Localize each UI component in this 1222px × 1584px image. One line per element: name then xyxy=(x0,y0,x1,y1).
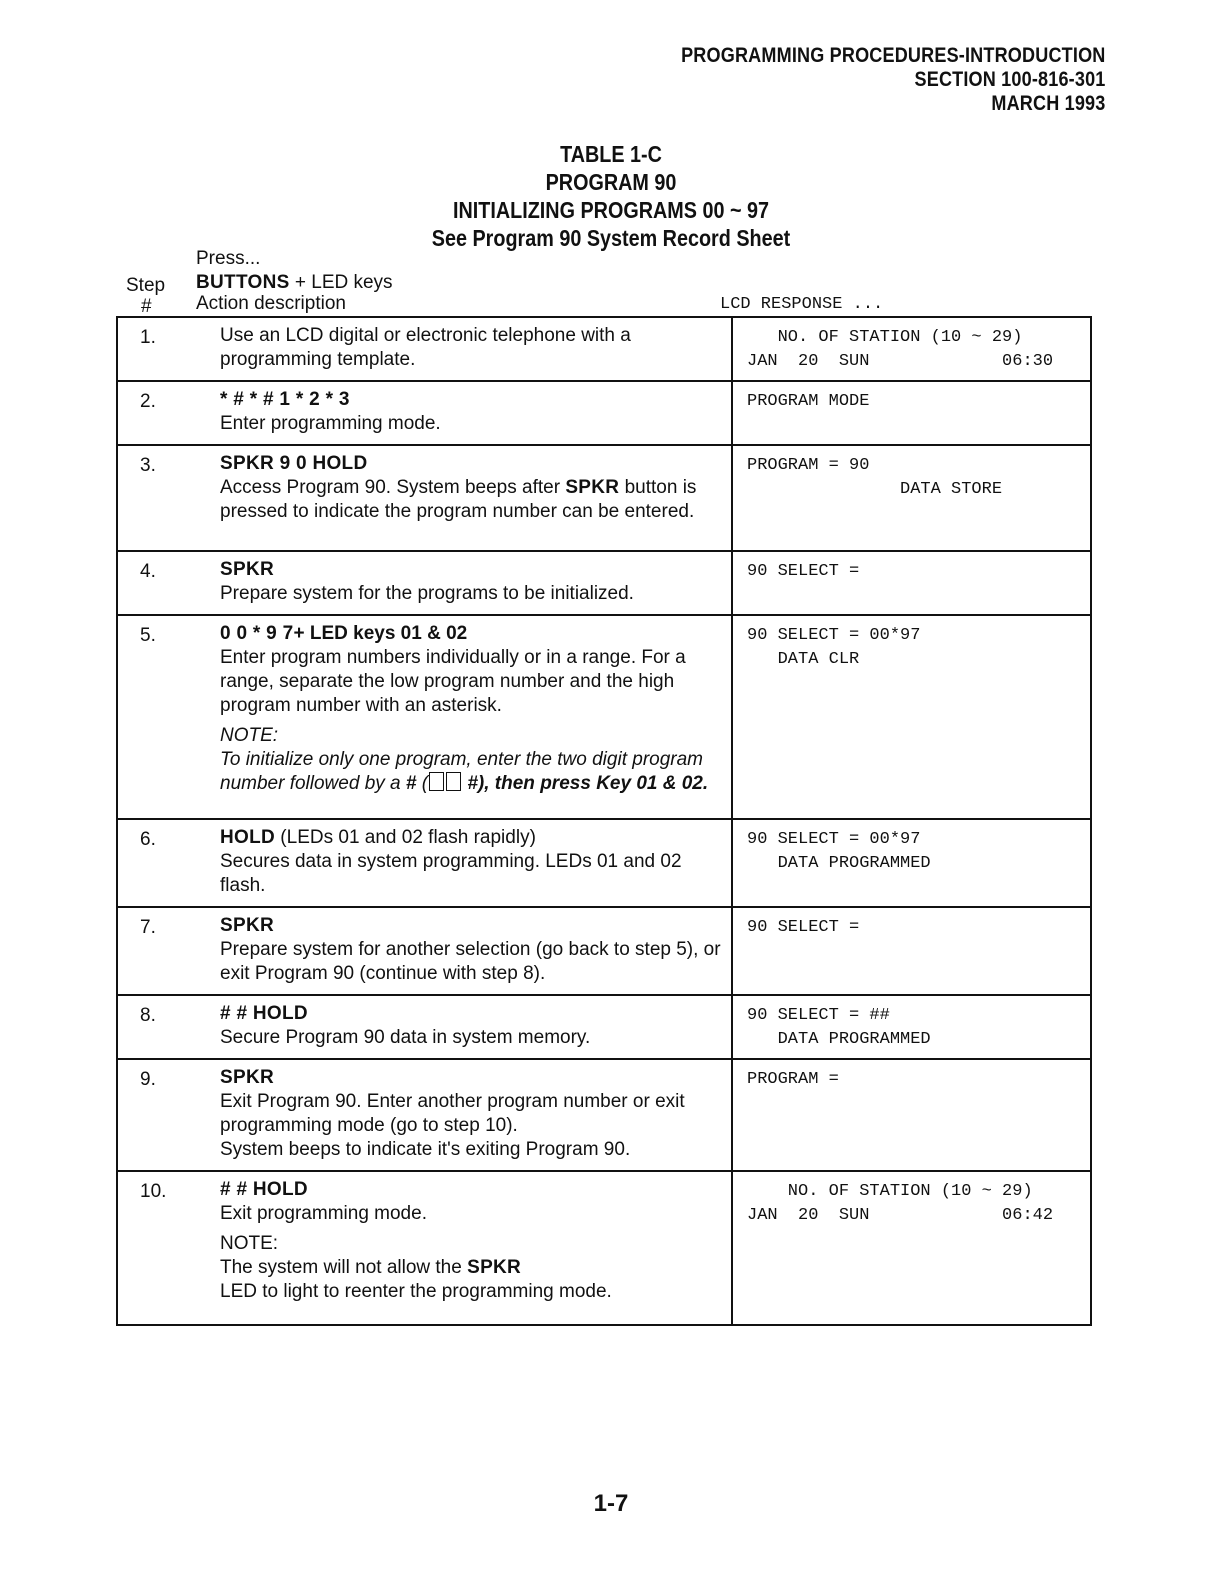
step-hash-label: # xyxy=(141,296,152,317)
table-number: TABLE 1-C xyxy=(560,141,662,167)
note-part: #), then press xyxy=(462,773,597,794)
step-number: 4. xyxy=(117,551,218,615)
note-text xyxy=(220,1256,731,1280)
step-action xyxy=(218,1171,732,1325)
step-description: Secures data in system programming. LEDs 01 and 02 flash. xyxy=(220,851,682,896)
table-row xyxy=(117,615,1091,819)
header-date: MARCH 1993 xyxy=(990,92,1105,115)
step-number: 6. xyxy=(117,819,218,907)
step-description: Exit programming mode. xyxy=(220,1203,427,1224)
lcd-response: 90 SELECT = ## DATA PROGRAMMED xyxy=(732,995,1091,1059)
table-row xyxy=(117,317,1091,381)
step-keys: SPKR 9 0 HOLD xyxy=(220,453,368,474)
table-row xyxy=(117,1171,1091,1325)
step-number: 1. xyxy=(117,317,218,381)
step-keys: SPKR xyxy=(220,915,274,936)
table-row xyxy=(117,995,1091,1059)
press-label: Press... xyxy=(196,248,261,269)
lcd-response: NO. OF STATION (10 ~ 29) JAN 20 SUN 06:42 xyxy=(732,1171,1091,1325)
table-row xyxy=(117,1059,1091,1171)
note-key: Key 01 & 02. xyxy=(596,773,709,794)
step-keys-suffix: + LED keys 01 & 02 xyxy=(293,623,468,644)
step-action xyxy=(218,381,732,445)
table-row xyxy=(117,907,1091,995)
table-title xyxy=(0,140,1222,252)
step-label: Step xyxy=(126,275,166,296)
note-part: ( xyxy=(416,773,429,794)
step-action xyxy=(218,819,732,907)
digit-box xyxy=(446,772,461,791)
step-description: Exit Program 90. Enter another program number or exit programming mode (go to step 10). xyxy=(220,1091,685,1136)
step-keys: * # * # 1 * 2 * 3 xyxy=(220,389,350,410)
note-part: To initialize only one program, enter the two digit program number followed by a xyxy=(220,749,703,794)
note-label: NOTE: xyxy=(220,1233,279,1254)
step-keys: HOLD xyxy=(220,827,276,848)
buttons-heading xyxy=(196,272,393,294)
program-name: PROGRAM 90 xyxy=(545,169,677,195)
header-title: PROGRAMMING PROCEDURES-INTRODUCTION xyxy=(680,44,1105,67)
step-action xyxy=(218,551,732,615)
step-description: Use an LCD digital or electronic telephone with a programming template. xyxy=(220,325,631,370)
step-description: Prepare system for the programs to be initialized. xyxy=(220,583,634,604)
step-keys: # # HOLD xyxy=(220,1179,308,1200)
note-label: NOTE: xyxy=(220,725,279,746)
step-action xyxy=(218,317,732,381)
step-action xyxy=(218,615,732,819)
step-number: 10. xyxy=(117,1171,218,1325)
table-row xyxy=(117,445,1091,551)
description-text: Access Program 90. System beeps after xyxy=(220,477,566,498)
note-hash: # xyxy=(405,773,417,794)
description-text: button is pressed to indicate the program number can be entered. xyxy=(220,477,697,522)
step-description xyxy=(220,476,731,524)
table-row xyxy=(117,819,1091,907)
lcd-response: 90 SELECT = xyxy=(732,907,1091,995)
header-section: SECTION 100-816-301 xyxy=(914,68,1105,91)
step-keys-line xyxy=(220,826,731,850)
step-action xyxy=(218,445,732,551)
step-action xyxy=(218,907,732,995)
lcd-response: PROGRAM = 90 DATA STORE xyxy=(732,445,1091,551)
note-text xyxy=(220,748,731,796)
lcd-response-label: LCD RESPONSE ... xyxy=(720,295,884,314)
step-keys-line xyxy=(220,622,731,646)
step-action xyxy=(218,1059,732,1171)
step-action xyxy=(218,995,732,1059)
step-keys: SPKR xyxy=(220,559,274,580)
table-row xyxy=(117,381,1091,445)
step-number: 7. xyxy=(117,907,218,995)
step-number: 8. xyxy=(117,995,218,1059)
step-keys: SPKR xyxy=(220,1067,274,1088)
step-number: 2. xyxy=(117,381,218,445)
step-keys: 0 0 * 9 7 xyxy=(220,623,294,644)
led-keys-label: + LED keys xyxy=(289,272,393,293)
step-number: 5. xyxy=(117,615,218,819)
step-description: Enter programming mode. xyxy=(220,413,441,434)
table-subject: INITIALIZING PROGRAMS 00 ~ 97 xyxy=(453,197,769,223)
lcd-response: PROGRAM MODE xyxy=(732,381,1091,445)
step-keys-suffix: (LEDs 01 and 02 flash rapidly) xyxy=(275,827,536,848)
document-header xyxy=(681,44,1105,116)
action-label: Action description xyxy=(196,293,346,314)
lcd-response: NO. OF STATION (10 ~ 29) JAN 20 SUN 06:30 xyxy=(732,317,1091,381)
lcd-response: 90 SELECT = 00*97 DATA PROGRAMMED xyxy=(732,819,1091,907)
step-number: 9. xyxy=(117,1059,218,1171)
note-key: SPKR xyxy=(467,1257,522,1278)
buttons-label: BUTTONS xyxy=(196,272,290,293)
digit-box xyxy=(429,772,444,791)
step-description: Prepare system for another selection (go back to step 5), or exit Program 90 (continue with step 8). xyxy=(220,939,721,984)
step-number: 3. xyxy=(117,445,218,551)
table-row xyxy=(117,551,1091,615)
steps-table xyxy=(116,316,1092,1326)
lcd-response: 90 SELECT = 00*97 DATA CLR xyxy=(732,615,1091,819)
record-sheet-ref: See Program 90 System Record Sheet xyxy=(431,225,791,251)
lcd-response: 90 SELECT = xyxy=(732,551,1091,615)
description-key: SPKR xyxy=(565,477,620,498)
step-description-extra: System beeps to indicate it's exiting Program 90. xyxy=(220,1139,631,1160)
note-text-continued: LED to light to reenter the programming mode. xyxy=(220,1281,612,1302)
lcd-response: PROGRAM = xyxy=(732,1059,1091,1171)
step-description: Secure Program 90 data in system memory. xyxy=(220,1027,591,1048)
step-keys: # # HOLD xyxy=(220,1003,308,1024)
page-number: 1-7 xyxy=(593,1490,629,1517)
step-description: Enter program numbers individually or in a range. For a range, separate the low program number and the high program number with an asterisk. xyxy=(220,647,686,716)
note-part: The system will not allow the xyxy=(220,1257,468,1278)
